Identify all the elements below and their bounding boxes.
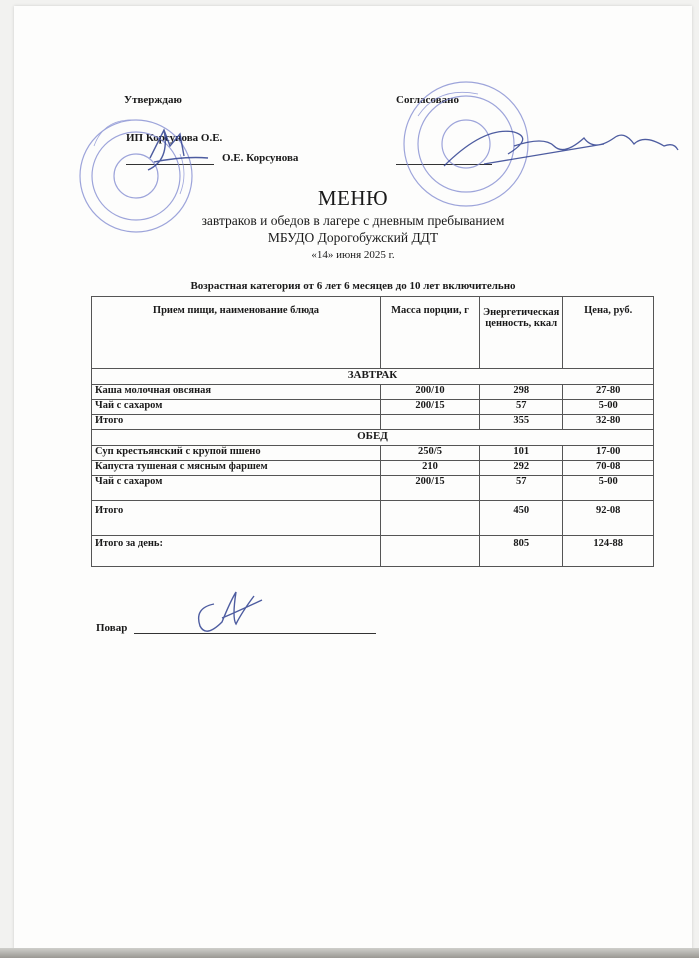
table-row [92, 461, 654, 476]
total-mass [381, 415, 480, 430]
total-energy: 355 [480, 415, 563, 430]
dish-name: Каша молочная овсяная [92, 385, 381, 400]
menu-date: «14» июня 2025 г. [311, 249, 395, 261]
dish-energy: 57 [480, 476, 563, 501]
approve-label: Утверждаю [124, 94, 182, 106]
subtitle-line-1: завтраков и обедов в лагере с дневным пребыванием [201, 213, 505, 228]
header-mass: Масса порции, г [381, 297, 480, 369]
table-row-day-total [92, 536, 654, 567]
dish-name: Чай с сахаром [92, 476, 381, 501]
age-category: Возрастная категория от 6 лет 6 месяцев до 10 лет включительно [190, 280, 516, 292]
table-row [92, 385, 654, 400]
table-row [92, 476, 654, 501]
dish-price: 27-80 [563, 385, 654, 400]
header-dish: Прием пищи, наименование блюда [92, 297, 381, 369]
document-page [14, 6, 692, 950]
dish-price: 70-08 [563, 461, 654, 476]
ip-name: ИП Корсунова О.Е. [126, 132, 223, 144]
section-breakfast [92, 369, 654, 385]
dish-mass: 200/15 [381, 476, 480, 501]
table-row [92, 400, 654, 415]
header-price: Цена, руб. [563, 297, 654, 369]
table-row-total [92, 415, 654, 430]
total-energy: 450 [480, 501, 563, 536]
table-row-total [92, 501, 654, 536]
dish-mass: 210 [381, 461, 480, 476]
dish-price: 5-00 [563, 400, 654, 415]
cook-signature-icon [199, 592, 262, 631]
header-energy: Энергетическая ценность, ккал [480, 297, 563, 369]
dish-mass: 200/15 [381, 400, 480, 415]
day-total-mass [381, 536, 480, 567]
menu-table [91, 296, 654, 567]
table-row [92, 446, 654, 461]
dish-name: Чай с сахаром [92, 400, 381, 415]
table-header-row [92, 297, 654, 369]
cook-signature-line [134, 633, 376, 634]
section-lunch [92, 430, 654, 446]
total-price: 92-08 [563, 501, 654, 536]
right-signature-icon [444, 131, 678, 166]
cook-label: Повар [96, 622, 128, 634]
agreed-label: Согласовано [396, 94, 459, 106]
dish-name: Капуста тушеная с мясным фаршем [92, 461, 381, 476]
total-label: Итого [92, 415, 381, 430]
dish-energy: 57 [480, 400, 563, 415]
total-label: Итого [92, 501, 381, 536]
total-mass [381, 501, 480, 536]
dish-name: Суп крестьянский с крупой пшено [92, 446, 381, 461]
dish-energy: 101 [480, 446, 563, 461]
dish-mass: 250/5 [381, 446, 480, 461]
signature-name: О.Е. Корсунова [222, 152, 299, 164]
section-title: ЗАВТРАК [92, 369, 654, 385]
dish-price: 5-00 [563, 476, 654, 501]
section-title: ОБЕД [92, 430, 654, 446]
dish-energy: 292 [480, 461, 563, 476]
day-total-label: Итого за день: [92, 536, 381, 567]
subtitle-line-2: МБУДО Дорогобужский ДДТ [267, 230, 439, 245]
page-title: МЕНЮ [317, 186, 389, 210]
day-total-energy: 805 [480, 536, 563, 567]
total-price: 32-80 [563, 415, 654, 430]
page-edge-shadow [0, 948, 699, 958]
dish-mass: 200/10 [381, 385, 480, 400]
dish-energy: 298 [480, 385, 563, 400]
dish-price: 17-00 [563, 446, 654, 461]
day-total-price: 124-88 [563, 536, 654, 567]
